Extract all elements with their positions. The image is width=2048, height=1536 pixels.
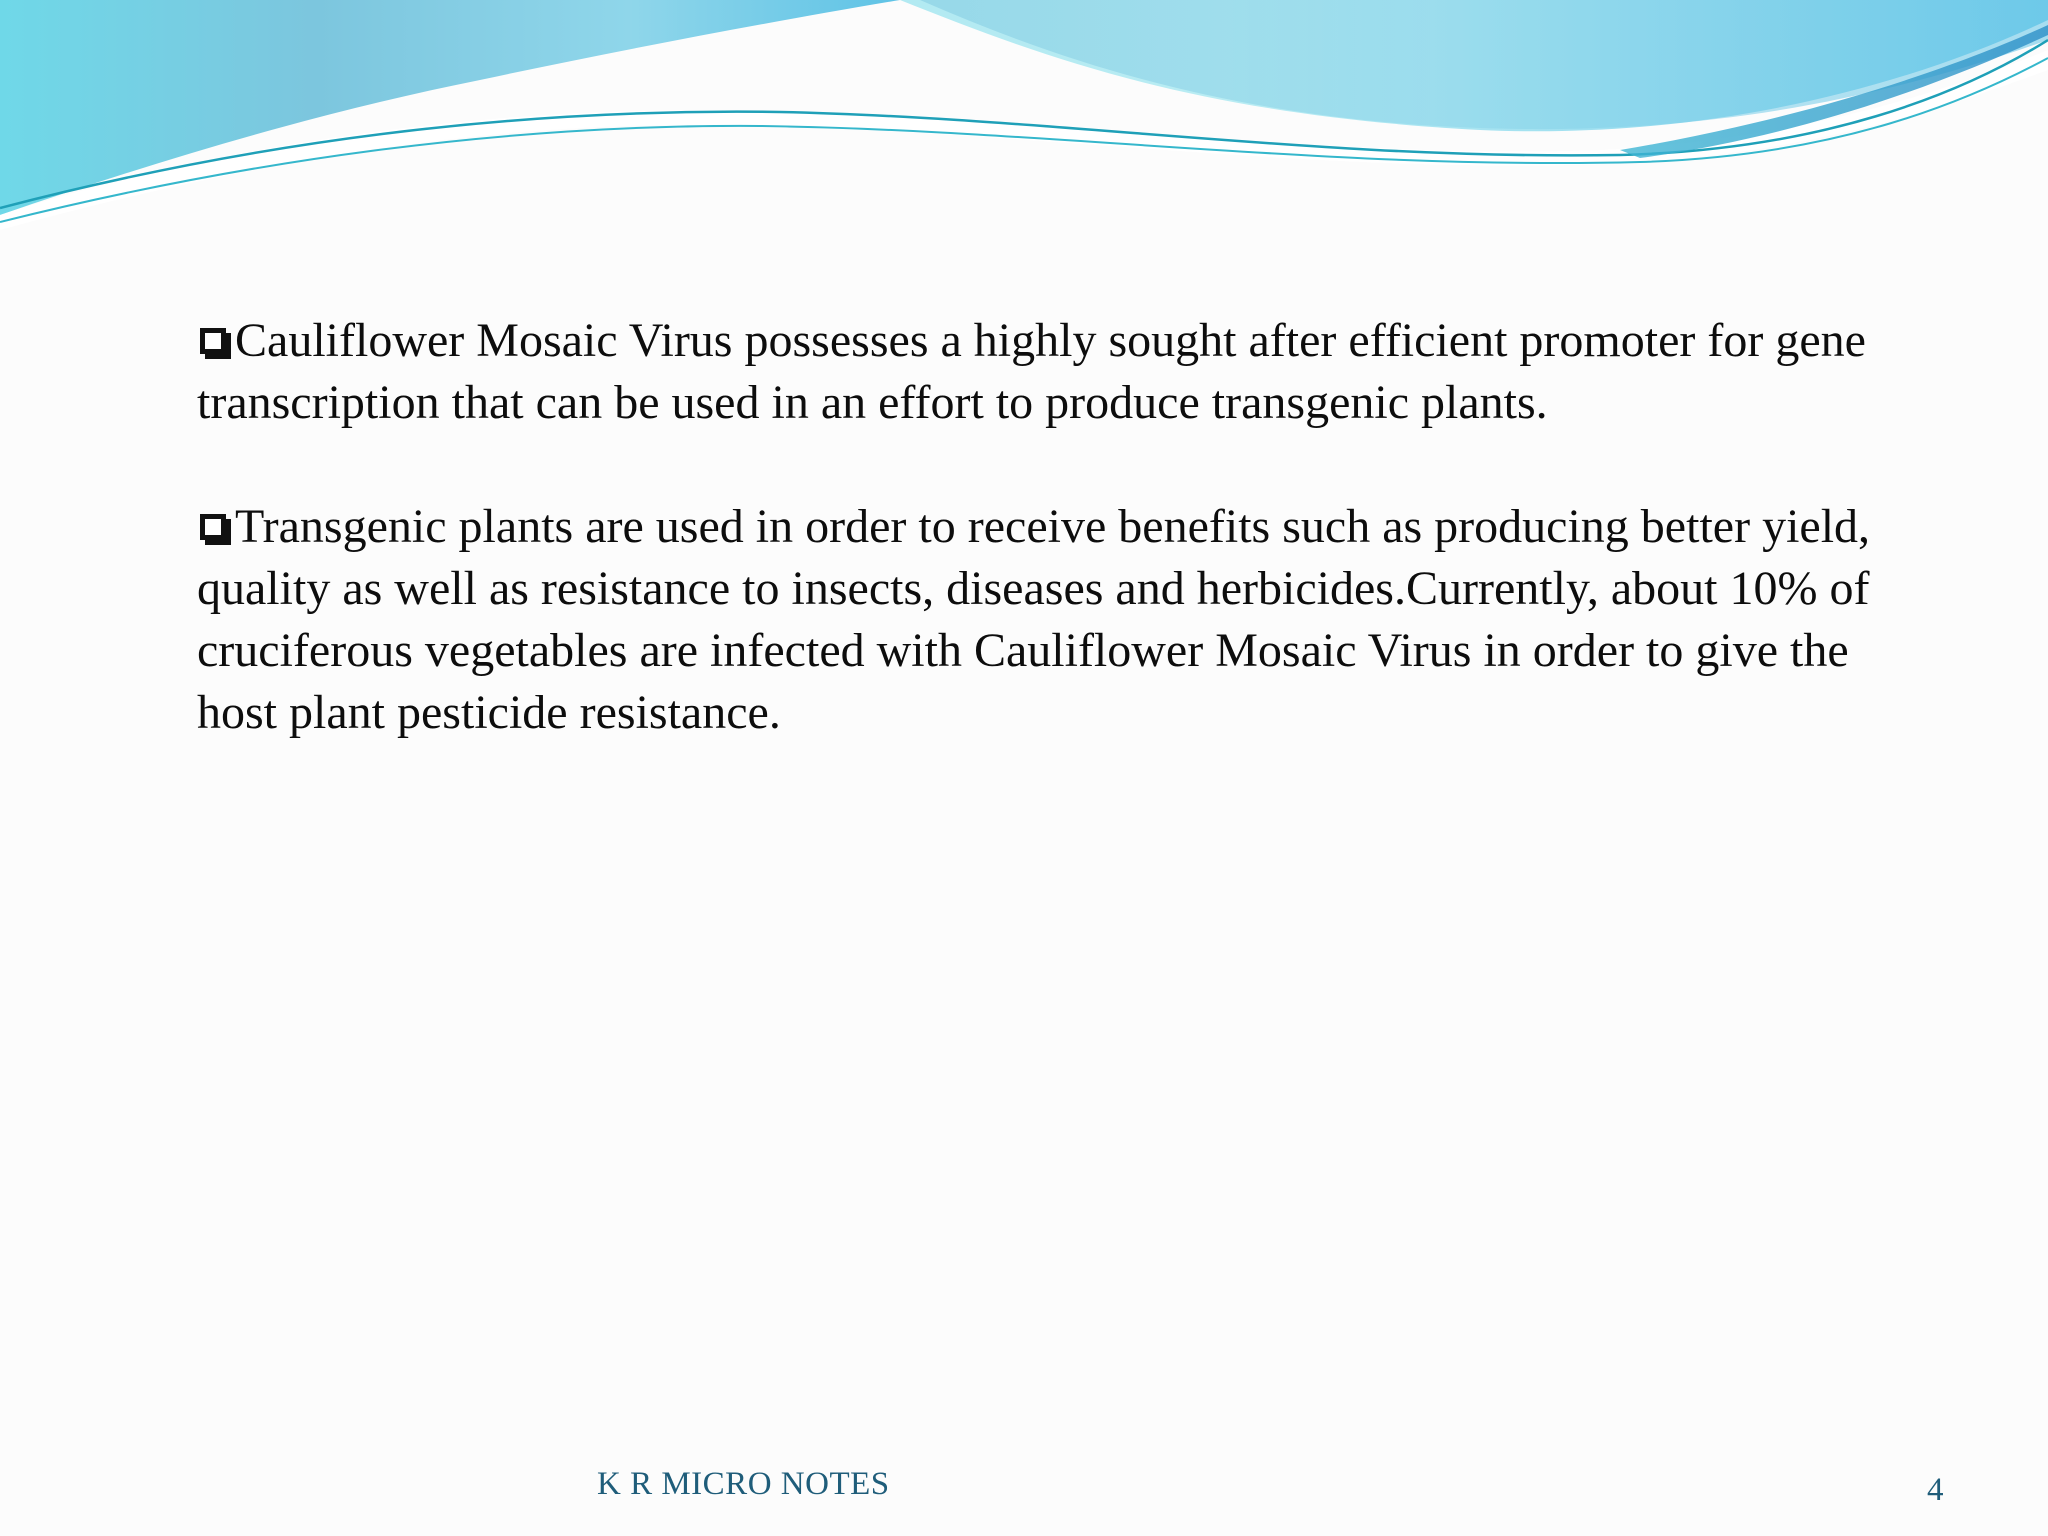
bullet-item-1 — [197, 310, 1897, 434]
slide-body — [197, 310, 1897, 806]
footer-text: K R MICRO NOTES — [597, 1466, 890, 1502]
bullet-text-1: Cauliflower Mosaic Virus possesses a highly sought after efficient promoter for gene transcription that can be used in an effort to produce transgenic plants. — [197, 314, 1866, 429]
header-wave-decoration — [0, 0, 2048, 240]
checkbox-bullet-icon — [200, 514, 226, 540]
page-number: 4 — [1927, 1472, 1944, 1508]
checkbox-bullet-icon — [200, 328, 226, 354]
bullet-item-2 — [197, 496, 1897, 744]
bullet-text-2: Transgenic plants are used in order to receive benefits such as producing better yield, quality as well as resistance to insects, diseases and herbicides.Currently, about 10% of cruciferous vegetables are infected with Cauliflower Mosaic Virus in order to give the host plant pesticide resistance. — [197, 500, 1871, 739]
